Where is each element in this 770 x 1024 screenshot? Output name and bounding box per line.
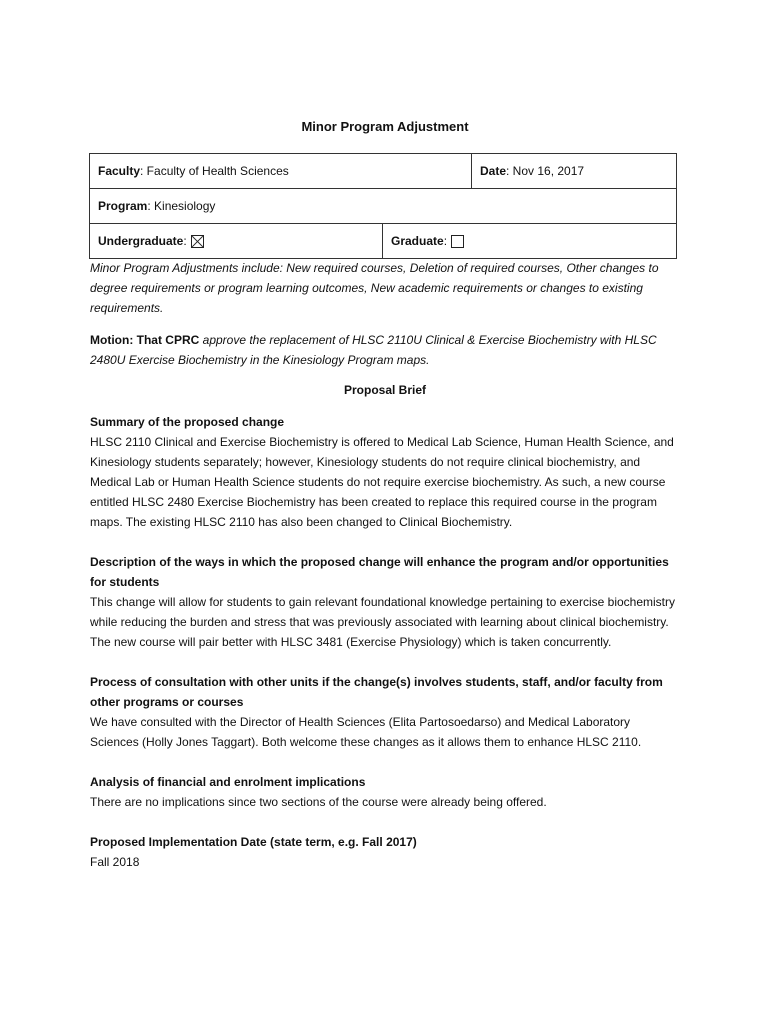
section-body: HLSC 2110 Clinical and Exercise Biochemistry is offered to Medical Lab Science, Human Health Science, and Kinesiology students separately; however, Kinesiology students do not require clinical biochemistry, and Medical Lab or Human Health Science students do not require exercise biochemistry. As such, a new course entitled HLSC 2480 Exercise Biochemistry has been created to replace this required course in the program maps. The existing HLSC 2110 has also been changed to Clinical Biochemistry. xyxy=(90,435,674,529)
program-value: : Kinesiology xyxy=(147,199,216,213)
level-row xyxy=(90,224,677,259)
section-heading: Summary of the proposed change xyxy=(90,415,285,429)
faculty-value: : Faculty of Health Sciences xyxy=(140,164,289,178)
date-value: : Nov 16, 2017 xyxy=(506,164,585,178)
date-cell xyxy=(472,154,677,189)
proposal-brief-heading: Proposal Brief xyxy=(343,383,427,397)
graduate-checkbox[interactable] xyxy=(451,235,464,248)
program-row xyxy=(90,189,677,224)
faculty-row xyxy=(90,154,677,189)
section-body: This change will allow for students to gain relevant foundational knowledge pertaining to exercise biochemistry while reducing the burden and stress that was previously associated with learning about clinical biochemistry. The new course will pair better with HLSC 3481 (Exercise Physiology) which is taken concurrently. xyxy=(90,595,675,649)
motion-body: approve the replacement of HLSC 2110U Clinical & Exercise Biochemistry with HLSC 2480U Exercise Biochemistry in the Kinesiology Program maps. xyxy=(90,333,657,367)
undergraduate-cell: Undergraduate: xyxy=(90,224,383,259)
section xyxy=(90,672,680,752)
section xyxy=(90,552,680,652)
date-label: Date xyxy=(480,164,507,178)
motion-lead: Motion: That CPRC xyxy=(90,333,200,347)
section-body: Fall 2018 xyxy=(90,855,140,869)
section xyxy=(90,772,680,812)
section-body: We have consulted with the Director of Health Sciences (Elita Partosoedarso) and Medical Laboratory Sciences (Holly Jones Taggart). Both welcome these changes as it allows them to enhance HLSC 2110. xyxy=(90,715,642,749)
adjustment-note: Minor Program Adjustments include: New required courses, Deletion of required courses, Other changes to degree requirements or program learning outcomes, New academic requirements or changes to existing requirements. xyxy=(90,261,659,315)
undergraduate-checkbox[interactable] xyxy=(191,235,204,248)
sections-container xyxy=(90,412,680,872)
program-cell xyxy=(90,189,677,224)
undergraduate-label: Undergraduate xyxy=(98,234,184,248)
section xyxy=(90,412,680,532)
faculty-cell xyxy=(90,154,472,189)
page-title: Minor Program Adjustment xyxy=(301,119,469,134)
document-body xyxy=(90,258,680,892)
program-info-table xyxy=(89,153,677,259)
section xyxy=(90,832,680,872)
section-heading: Process of consultation with other units if the change(s) involves students, staff, and/or faculty from other programs or courses xyxy=(90,675,663,709)
section-heading: Analysis of financial and enrolment implications xyxy=(90,775,366,789)
graduate-label: Graduate xyxy=(391,234,444,248)
graduate-cell: Graduate: xyxy=(383,224,677,259)
section-body: There are no implications since two sections of the course were already being offered. xyxy=(90,795,547,809)
section-heading: Proposed Implementation Date (state term, e.g. Fall 2017) xyxy=(90,835,417,849)
section-heading: Description of the ways in which the proposed change will enhance the program and/or opportunities for students xyxy=(90,555,669,589)
program-label: Program xyxy=(98,199,148,213)
faculty-label: Faculty xyxy=(98,164,141,178)
motion-statement xyxy=(90,330,680,370)
